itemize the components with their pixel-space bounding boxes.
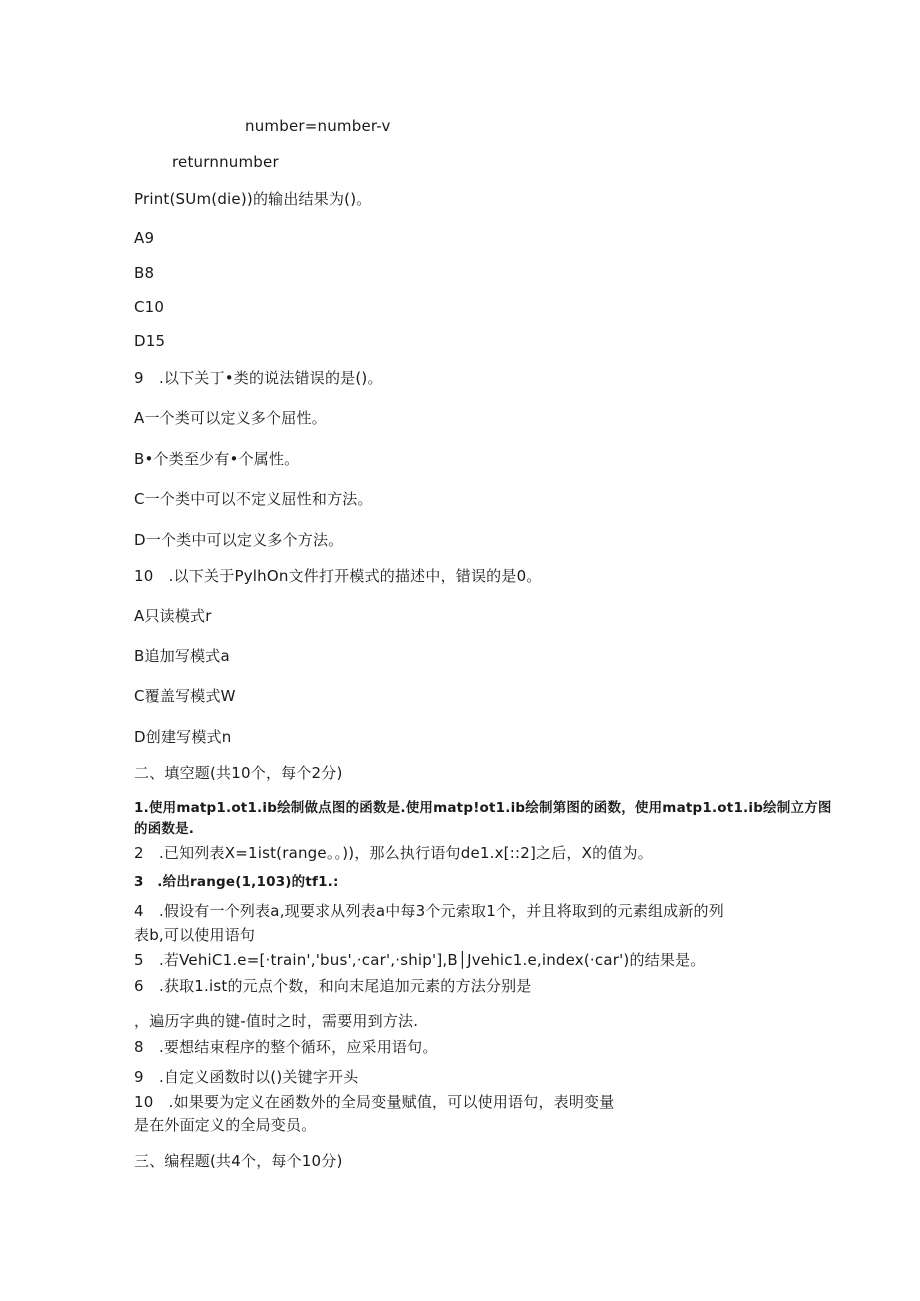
option-c: C一个类中可以不定义屈性和方法。 — [134, 490, 373, 508]
fill-blank-item: 的函数是. — [134, 821, 195, 837]
option-c: C覆盖写模式W — [134, 687, 236, 705]
fill-blank-item: 是在外面定义的全局变员。 — [134, 1116, 317, 1134]
option-a: A9 — [134, 229, 155, 247]
fill-blank-item: 10 .如果要为定义在函数外的全局变量赋值，可以使用语句，表明变量 — [134, 1093, 615, 1111]
fill-blank-item: 1.使用matp1.ot1.ib绘制做点图的函数是.使用matp!ot1.ib绘制第图的函数，使用matp1.ot1.ib绘制立方图 — [134, 800, 832, 816]
question-stem: Print(SUm(die))的输出结果为()。 — [134, 190, 372, 208]
option-d: D15 — [134, 332, 166, 350]
option-b: B追加写模式a — [134, 647, 230, 665]
option-d: D创建写模式n — [134, 728, 232, 746]
section-heading: 三、编程题(共4个，每个10分) — [134, 1152, 343, 1170]
question-stem: 10 .以下关于PylhOn文件打开模式的描述中，错误的是0。 — [134, 567, 542, 585]
fill-blank-item: 8 .要想结束程序的整个循环，应采用语句。 — [134, 1038, 438, 1056]
option-a: A只读模式r — [134, 607, 212, 625]
fill-blank-item: ，遍历字典的键-值时之时，需要用到方法. — [134, 1012, 419, 1030]
fill-blank-item: 2 .已知列表X=1ist(range。。))，那么执行语句de1.x[::2]之后，X的值为。 — [134, 844, 653, 862]
fill-blank-item: 5 .若VehiC1.e=[·train','bus',·car',·ship'],B│Jvehic1.e,index(·car')的结果是。 — [134, 951, 706, 969]
code-line: returnnumber — [172, 153, 279, 171]
question-stem: 9 .以下关丁•类的说法错误的是()。 — [134, 369, 383, 387]
option-c: C10 — [134, 298, 165, 316]
code-line: number=number-v — [245, 117, 391, 135]
fill-blank-item: 6 .获取1.ist的元点个数，和向末尾追加元素的方法分别是 — [134, 977, 532, 995]
option-b: B•个类至少有•个属性。 — [134, 450, 300, 468]
option-b: B8 — [134, 264, 155, 282]
fill-blank-item: 9 .自定义函数时以()关键字开头 — [134, 1068, 359, 1086]
fill-blank-item: 4 .假设有一个列表a,现要求从列表a中每3个元索取1个，并且将取到的元素组成新的列 — [134, 902, 724, 920]
fill-blank-item: 表b,可以使用语句 — [134, 926, 256, 944]
option-d: D一个类中可以定义多个方法。 — [134, 531, 344, 549]
section-heading: 二、填空题(共10个，每个2分) — [134, 764, 343, 782]
option-a: A一个类可以定义多个屈性。 — [134, 409, 327, 427]
fill-blank-item: 3 .给出range(1,103)的tf1.: — [134, 874, 339, 890]
